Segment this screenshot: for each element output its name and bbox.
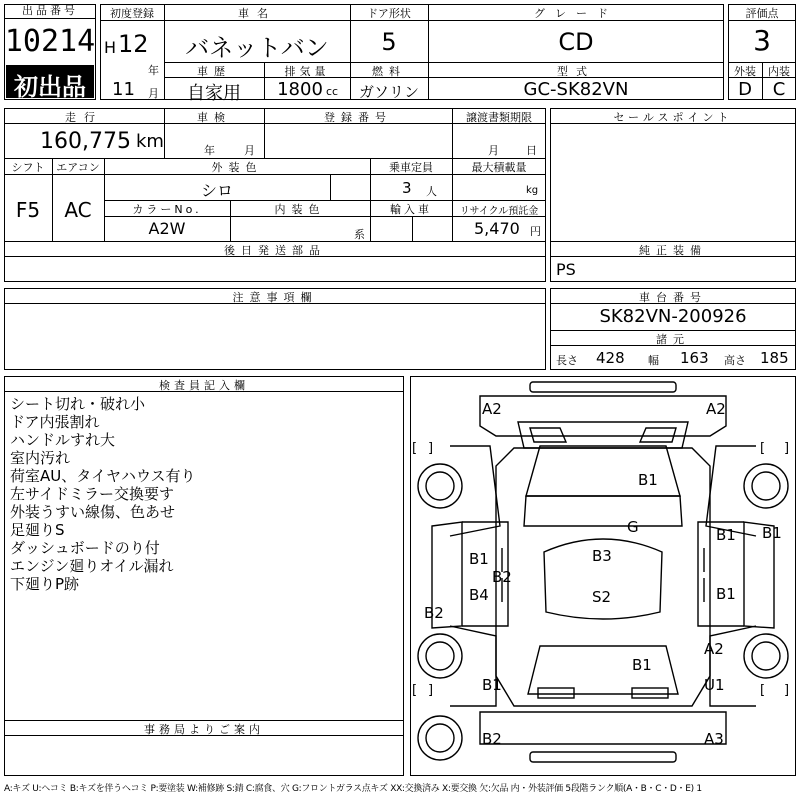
transfer-label: 譲渡書類期限	[466, 111, 532, 124]
year-unit: 年	[148, 64, 159, 77]
capacity-label: 乗車定員	[389, 161, 433, 174]
interior-grade: C	[772, 79, 786, 100]
doors: 5	[381, 28, 397, 56]
width: 163	[680, 349, 709, 367]
mark-rear-right: A3	[704, 730, 724, 748]
damage-legend: A:キズ U:ヘコミ B:キズを伴うヘコミ P:要塗装 W:補修跡 S:錆 C:腐食、穴 G:フロントガラス点キズ XX:交換済み X:要交換 欠:欠品 内・外装評価 5段階ランク順(A・B・C・D・E) 1	[4, 784, 702, 794]
ac-label: エアコン	[56, 161, 100, 174]
mark-left-door-lower: B4	[469, 586, 489, 604]
svg-text:[: [	[760, 683, 766, 698]
svg-text:[: [	[412, 441, 418, 456]
note-line: ダッシュボードのり付	[10, 539, 160, 557]
mark-roof: B1	[638, 471, 658, 489]
interior-label: 内装	[768, 65, 790, 78]
capacity-unit: 人	[426, 185, 437, 198]
shift-label: シフト	[11, 161, 45, 174]
score: 3	[753, 24, 771, 57]
lot-label: 出品番号	[4, 4, 96, 19]
width-label: 幅	[648, 354, 659, 367]
height: 185	[760, 349, 789, 367]
first-reg-label: 初度登録	[110, 7, 154, 20]
car-body-diagram	[410, 376, 796, 776]
length-label: 長さ	[556, 354, 578, 367]
svg-text:]: ]	[428, 683, 434, 698]
inspection-month-unit: 月	[244, 144, 255, 157]
exterior-label: 外装	[734, 65, 756, 78]
lot-number: 10214	[4, 24, 96, 59]
sales-label: セールスポイント	[613, 111, 733, 124]
ac: AC	[64, 198, 92, 222]
note-line: ドア内張割れ	[10, 413, 100, 431]
load-label: 最大積載量	[471, 161, 527, 174]
note-line: 荷室AU、タイヤハウス有り	[10, 467, 196, 485]
svg-text:]: ]	[784, 441, 790, 456]
door-label: ドア形状	[367, 7, 411, 20]
note-line: 外装うすい線傷、色あせ	[10, 503, 176, 521]
mark-right-quarter: A2	[704, 640, 724, 658]
grade: CD	[558, 28, 594, 56]
model-label: 型式	[557, 65, 595, 78]
month-unit: 月	[148, 87, 159, 100]
genuine-label: 純正装備	[639, 244, 707, 257]
model: GC-SK82VN	[523, 79, 629, 100]
inspector-notes	[10, 395, 196, 593]
reg-number-label: 登録番号	[324, 111, 392, 124]
import-label: 輸入車	[390, 203, 432, 216]
displacement-unit: cc	[326, 85, 339, 98]
era: H	[104, 38, 117, 57]
score-label: 評価点	[745, 7, 779, 20]
svg-text:]: ]	[784, 683, 790, 698]
grade-label: グレード	[534, 7, 618, 20]
recycle-deposit: 5,470	[474, 219, 520, 238]
transfer-month: 月	[488, 144, 499, 157]
svg-text:[: [	[760, 441, 766, 456]
length: 428	[596, 349, 625, 367]
note-line: シート切れ・破れ小	[10, 395, 146, 413]
car-name-label: 車名	[238, 7, 276, 20]
ext-color: シロ	[200, 181, 233, 200]
exterior-grade: D	[738, 79, 752, 100]
mark-rear-panel: B1	[632, 656, 652, 674]
color-no: A2W	[148, 219, 186, 238]
int-color-unit: 系	[354, 228, 365, 241]
int-color-label: 内装色	[274, 203, 326, 216]
mileage: 160,775	[40, 129, 131, 154]
mark-right-side: B1	[762, 524, 782, 542]
mileage-label: 走行	[65, 111, 103, 124]
note-line: エンジン廻りオイル漏れ	[10, 557, 174, 575]
displacement-label: 排気量	[284, 65, 330, 78]
inspection-label: 車検	[197, 111, 231, 124]
mark-glass: G	[627, 518, 639, 536]
mark-front-right: A2	[706, 400, 726, 418]
note-line: 左サイドミラー交換要す	[10, 485, 174, 503]
later-parts-label: 後日発送部品	[224, 244, 326, 257]
recycle-label: リサイクル預託金	[459, 206, 539, 217]
chassis-label: 車台番号	[639, 291, 707, 304]
recycle-unit: 円	[530, 225, 541, 238]
mark-left-fender: B2	[424, 604, 444, 622]
chassis-number: SK82VN-200926	[599, 306, 747, 327]
first-listing-text: 初出品	[14, 73, 86, 101]
color-no-label: カラーNo.	[132, 203, 202, 216]
inspector-label: 検査員記入欄	[159, 379, 249, 392]
capacity: 3	[402, 179, 412, 197]
note-line: 室内汚れ	[10, 449, 71, 467]
mark-right-rear: U1	[704, 676, 725, 694]
mark-floor: B3	[592, 547, 612, 565]
history-label: 車歴	[197, 65, 231, 78]
caution-label: 注意事項欄	[232, 291, 318, 304]
first-reg-year: 12	[118, 30, 149, 58]
load-unit: kg	[526, 185, 539, 196]
shift: F5	[15, 198, 41, 222]
specs-label: 諸元	[656, 333, 690, 346]
displacement: 1800	[277, 79, 323, 100]
mark-rear-left: B2	[482, 730, 502, 748]
first-reg-month: 11	[112, 79, 135, 100]
mark-left-door-mid: B2	[492, 568, 512, 586]
mark-left-door-upper: B1	[469, 550, 489, 568]
transfer-day: 日	[526, 144, 537, 157]
mark-right-door2: B1	[716, 585, 736, 603]
note-line: ハンドルすれ大	[10, 431, 116, 449]
car-name: バネットバン	[185, 34, 329, 62]
genuine-equipment: PS	[556, 260, 576, 279]
fuel-label: 燃料	[372, 65, 406, 78]
mark-left-rear: B1	[482, 676, 502, 694]
note-line: 足廻りS	[10, 521, 65, 539]
mark-front-left: A2	[482, 400, 502, 418]
note-line: 下廻りP跡	[10, 575, 80, 593]
history: 自家用	[187, 83, 241, 104]
inspection-year-unit: 年	[204, 144, 215, 157]
mark-seat: S2	[592, 588, 612, 606]
ext-color-label: 外装色	[211, 161, 263, 174]
height-label: 高さ	[724, 354, 746, 367]
mark-right-door: B1	[716, 526, 736, 544]
fuel: ガソリン	[358, 83, 419, 101]
svg-text:]: ]	[428, 441, 434, 456]
svg-text:[: [	[412, 683, 418, 698]
mileage-unit: km	[136, 131, 164, 152]
office-label: 事務局よりご案内	[144, 723, 264, 736]
